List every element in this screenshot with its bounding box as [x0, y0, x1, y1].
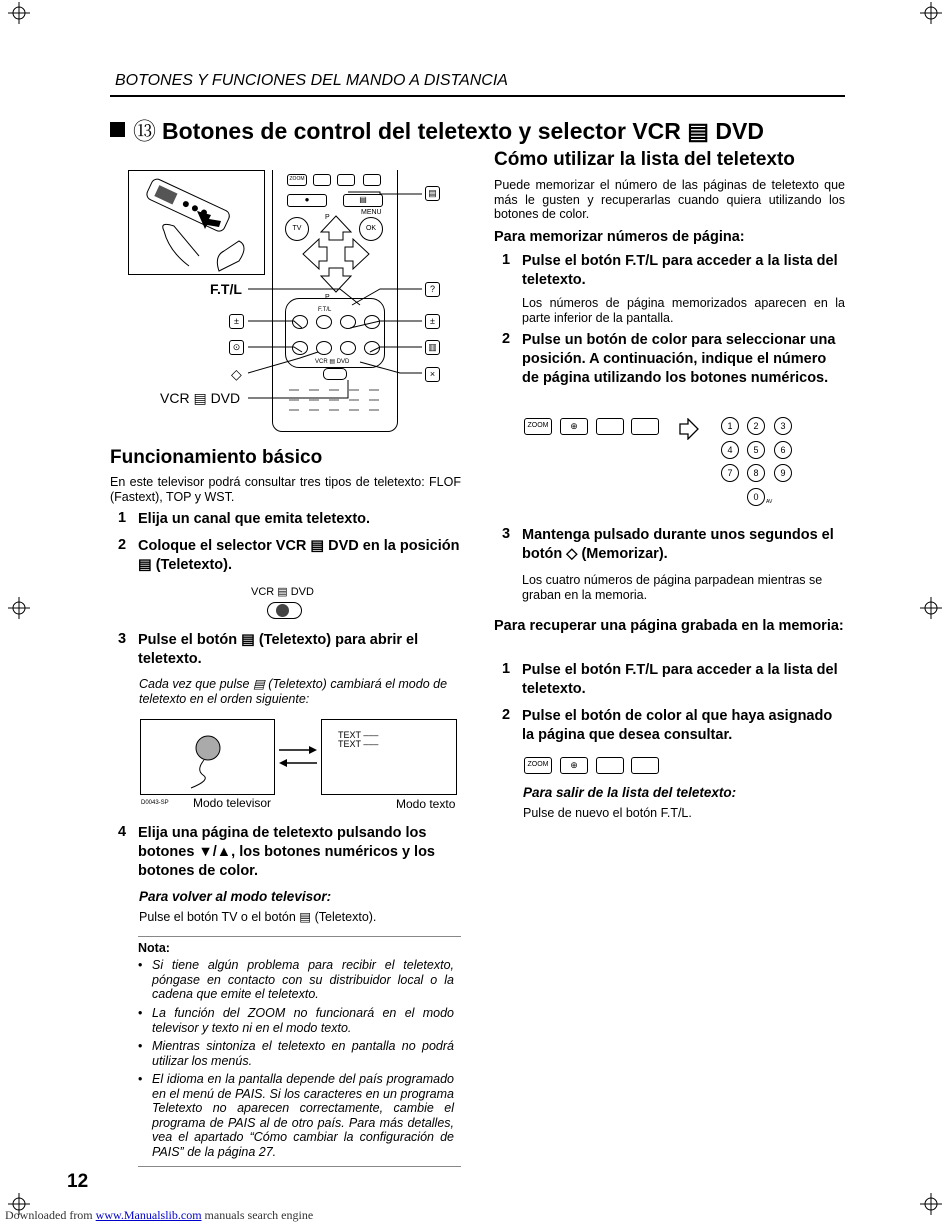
memorize-title: Para memorizar números de página:	[494, 229, 745, 245]
basic-step-2: 2 Coloque el selector VCR ▤ DVD en la posición ▤ (Teletexto).	[118, 537, 460, 573]
ftl-callout-label: F.T/L	[210, 281, 242, 297]
mode-text-label: Modo texto	[396, 797, 456, 811]
zoom-key: ZOOM	[287, 174, 307, 186]
numpad-sub-label: AV	[766, 499, 773, 505]
numpad-key: 8	[747, 464, 765, 482]
vcr-dvd-small-label: VCR ▤ DVD	[315, 359, 350, 365]
mode-tv-label: Modo televisor	[193, 796, 272, 810]
page-title: ⑬ Botones de control del teletexto y selector VCR ▤ DVD	[110, 113, 764, 146]
nota-bottom-rule	[138, 1166, 461, 1167]
basic-title: Funcionamiento básico	[110, 447, 323, 468]
color-button-icon	[596, 418, 624, 435]
crop-mark	[8, 597, 30, 619]
basic-step-3: 3 Pulse el botón ▤ (Teletexto) para abrir el teletexto.	[118, 631, 419, 667]
memorize-step-3-note: Los cuatro números de página parpadean mientras se graban en la memoria.	[522, 573, 823, 602]
header-rule	[110, 95, 845, 97]
crop-mark	[920, 2, 942, 24]
zoom-button-icon: ZOOM	[524, 418, 552, 435]
text-mode-screen	[321, 719, 457, 795]
nota-item: • El idioma en la pantalla depende del país programado en el menú de PAIS. Si los caracteres en un programa Teletexto no aparecen correctamente, cambie el programa de PAIS al de otro país. Para más detalles, vea el apartado “Cómo cambiar la configuración de PAIS” de la página 27.	[138, 1072, 454, 1159]
hold-callout-icon: ⊙	[229, 340, 244, 355]
section-header: BOTONES Y FUNCIONES DEL MANDO A DISTANCIA	[115, 72, 508, 89]
crop-mark	[8, 2, 30, 24]
exit-text: Pulse de nuevo el botón F.T/L.	[523, 806, 692, 820]
recall-step-1: 1 Pulse el botón F.T/L para acceder a la lista del teletexto.	[502, 661, 838, 697]
teletext-key: ▤	[343, 194, 383, 207]
tv-mode-screen	[140, 719, 275, 795]
selector-switch-icon	[267, 602, 302, 619]
download-footer: Downloaded from www.Manualslib.com manuals search engine	[5, 1208, 314, 1222]
color-button-icon	[631, 418, 659, 435]
subpage-button-icon: ⊕	[560, 757, 588, 774]
color-button-icon	[596, 757, 624, 774]
cancel-callout-icon: ×	[425, 367, 440, 382]
crop-mark	[920, 1193, 942, 1215]
numpad-key: 2	[747, 417, 765, 435]
size-callout-icon: ±	[425, 314, 440, 329]
basic-intro: En este televisor podrá consultar tres tipos de teletexto: FLOF (Fastext), TOP y WST.	[110, 475, 461, 504]
numpad-key: 1	[721, 417, 739, 435]
return-text: Pulse el botón TV o el botón ▤ (Teletexto).	[139, 910, 377, 924]
nota-item: • Si tiene algún problema para recibir el teletexto, póngase en contacto con su distribuidor local o la cadena que emite el teletexto.	[138, 958, 454, 1001]
recall-title: Para recuperar una página grabada en la memoria:	[494, 618, 844, 634]
memorize-step-1-note: Los números de página memorizados aparecen en la parte inferior de la pantalla.	[522, 296, 845, 325]
subpage-callout-icon: ±	[229, 314, 244, 329]
selector-label: VCR ▤ DVD	[251, 586, 314, 598]
vcr-dvd-callout-label: VCR ▤ DVD	[160, 390, 241, 406]
p-up-label: P	[325, 214, 330, 221]
nota-item: • Mientras sintoniza el teletexto en pantalla no podrá utilizar los menús.	[138, 1039, 454, 1068]
hollow-arrow-icon	[678, 418, 700, 440]
recall-step-2: 2 Pulse el botón de color al que haya asignado la página que desea consultar.	[502, 707, 833, 743]
info-key: ●	[287, 194, 327, 207]
subpage-button-icon: ⊕	[560, 418, 588, 435]
list-intro: Puede memorizar el número de las páginas de teletexto que más le gusten y recuperarlas cuando quiera utilizando los botones de color.	[494, 178, 845, 221]
zoom-button-icon: ZOOM	[524, 757, 552, 774]
reveal-callout-icon: ?	[425, 282, 440, 297]
memorize-step-1: 1 Pulse el botón F.T/L para acceder a la lista del teletexto.	[502, 252, 838, 288]
basic-step-4: 4 Elija una página de teletexto pulsando los botones ▼/▲, los botones numéricos y los botones de color.	[118, 824, 435, 879]
nota-item: • La función del ZOOM no funcionará en el modo televisor y texto ni en el modo texto.	[138, 1006, 454, 1035]
step-3-note: Cada vez que pulse ▤ (Teletexto) cambiará el modo de teletexto en el orden siguiente:	[139, 677, 448, 706]
page-number: 12	[67, 1171, 89, 1192]
mix-callout-icon: ▥	[425, 340, 440, 355]
ftl-small-label: F.T/L	[318, 307, 332, 313]
list-title: Cómo utilizar la lista del teletexto	[494, 149, 795, 170]
text-line-1: TEXT –––	[338, 730, 379, 740]
numpad-key: 0	[747, 488, 765, 506]
text-line-2: TEXT –––	[338, 739, 379, 749]
menu-label: MENU	[361, 209, 382, 216]
numpad-key: 5	[747, 441, 765, 459]
store-callout-icon: ◇	[231, 366, 242, 382]
memorize-step-3: 3 Mantenga pulsado durante unos segundos el botón ◇ (Memorizar).	[502, 526, 834, 562]
ok-key: OK	[359, 217, 383, 241]
return-title: Para volver al modo televisor:	[139, 889, 332, 904]
mode-arrows	[277, 743, 319, 769]
numpad-key: 4	[721, 441, 739, 459]
nota-top-rule	[138, 936, 461, 937]
basic-step-1: 1 Elija un canal que emita teletexto.	[118, 510, 371, 527]
crop-mark	[920, 597, 942, 619]
color-button-icon	[631, 757, 659, 774]
tv-key: TV	[285, 217, 309, 241]
nota-title: Nota:	[138, 941, 170, 955]
teletext-callout-icon: ▤	[425, 186, 440, 201]
exit-title: Para salir de la lista del teletexto:	[523, 785, 737, 800]
numpad-key: 3	[774, 417, 792, 435]
p-down-label: P	[325, 294, 330, 301]
manualslib-link[interactable]: www.Manualslib.com	[95, 1208, 202, 1222]
callout-lines	[230, 180, 430, 420]
numpad-key: 6	[774, 441, 792, 459]
numpad-key: 7	[721, 464, 739, 482]
figure-code: D0043-SP	[141, 800, 169, 806]
memorize-step-2: 2 Pulse un botón de color para seleccionar una posición. A continuación, indique el número de página utilizando los botones numéricos.	[502, 331, 836, 386]
numpad-key: 9	[774, 464, 792, 482]
